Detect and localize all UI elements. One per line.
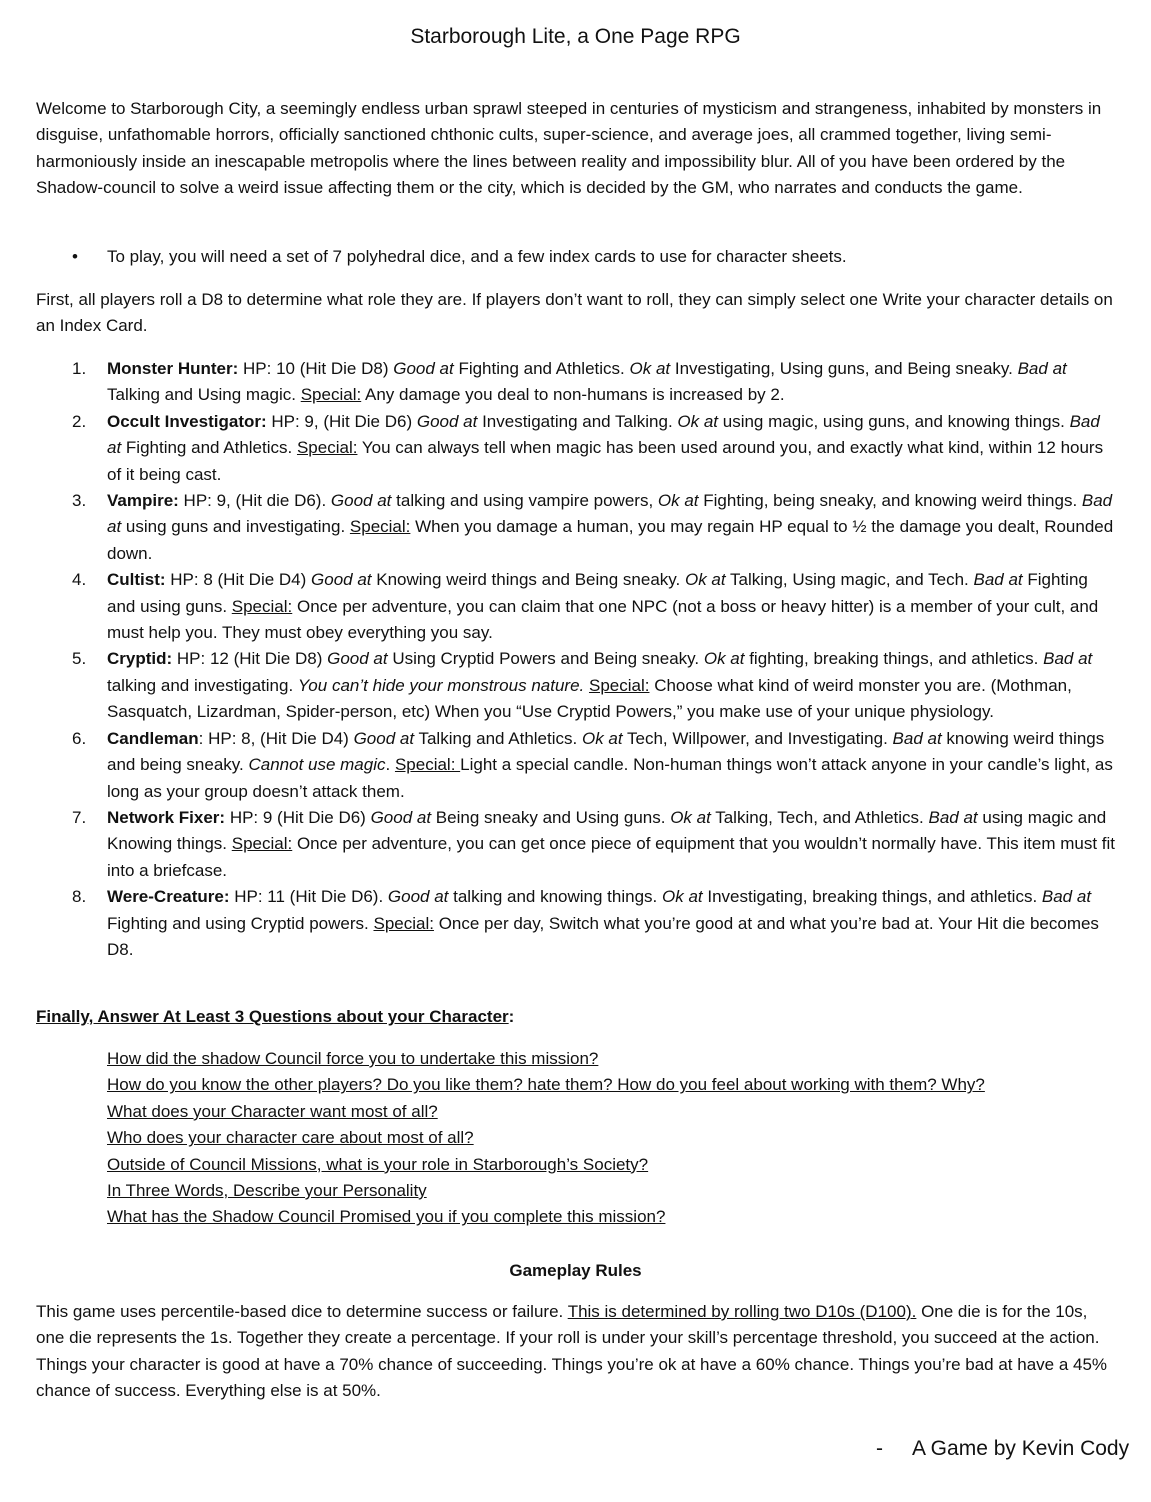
- byline-dash: -: [876, 1437, 883, 1460]
- role-good: Investigating and Talking.: [477, 411, 678, 431]
- role-name: Occult Investigator:: [107, 411, 267, 431]
- role-special-label: Special:: [296, 438, 358, 458]
- role-name: Network Fixer:: [107, 807, 226, 827]
- role-ok: Talking, Tech, and Athletics.: [710, 807, 929, 827]
- role-number: 6.: [72, 728, 87, 748]
- role-special: Any damage you deal to non-humans is increased by 2.: [361, 385, 785, 405]
- role-hp: HP: 9, (Hit Die D6): [266, 411, 417, 431]
- role-item: [36, 884, 1116, 963]
- byline: [876, 1434, 1129, 1464]
- role-good-label: Good at: [353, 728, 415, 748]
- role-special-label: Special:: [588, 675, 650, 695]
- role-item: [36, 646, 1116, 725]
- questions-list: [36, 1046, 1116, 1231]
- role-ok-label: Ok at: [684, 570, 726, 590]
- questions-heading-text: Finally, Answer At Least 3 Questions about your Character: [36, 1007, 509, 1026]
- role-number: 5.: [72, 649, 87, 669]
- roll-paragraph: First, all players roll a D8 to determine what role they are. If players don’t want to roll, they can simply select one Write your character details on an Index Card.: [36, 290, 1113, 336]
- roles-list-container: [36, 356, 1116, 963]
- role-good-label: Good at: [330, 491, 392, 511]
- role-ok-label: Ok at: [677, 411, 719, 431]
- roles-list: [36, 356, 1116, 963]
- role-good: talking and using vampire powers,: [391, 491, 658, 511]
- gameplay-text-underlined: This is determined by rolling two D10s (D100).: [567, 1302, 917, 1321]
- role-special: Light a special candle. Non-human things won’t attack anyone in your candle’s light, as long as your group doesn’t attack them.: [107, 755, 1113, 801]
- role-bad: Fighting and Athletics.: [121, 438, 297, 458]
- role-ok-label: Ok at: [670, 807, 711, 827]
- role-ok: fighting, breaking things, and athletics.: [744, 649, 1044, 669]
- role-good-label: Good at: [311, 570, 372, 590]
- role-number: 3.: [72, 491, 87, 511]
- role-hp: HP: 12 (Hit Die D8): [172, 649, 328, 669]
- role-bad: using magic and Knowing things.: [107, 807, 1107, 854]
- role-good-label: Good at: [393, 359, 454, 378]
- role-special: You can always tell when magic has been used around you, and exactly what kind, within 12 hours of it being cast.: [107, 438, 1104, 484]
- role-bad-label: Bad at: [107, 491, 1113, 537]
- role-good-label: Good at: [370, 807, 432, 827]
- role-bad-label: Bad at: [928, 807, 978, 827]
- role-name: Vampire:: [107, 491, 179, 511]
- role-good-label: Good at: [387, 887, 449, 907]
- question-item: Who does your character care about most of all?: [107, 1128, 474, 1148]
- role-bad: Fighting and using guns.: [107, 570, 1088, 616]
- question-item: In Three Words, Describe your Personality: [107, 1181, 427, 1201]
- role-special: When you damage a human, you may regain HP equal to ½ the damage you dealt, Rounded down.: [107, 517, 1114, 563]
- question-item: What does your Character want most of all?: [107, 1101, 438, 1121]
- role-bad-label: Bad at: [107, 411, 1100, 458]
- role-hp: HP: 10 (Hit Die D8): [238, 359, 394, 378]
- role-ok-label: Ok at: [581, 728, 623, 748]
- role-special: Once per day, Switch what you’re good at and what you’re bad at. Your Hit die becomes D8.: [107, 913, 1099, 959]
- role-bad-label: Bad at: [1041, 887, 1092, 907]
- role-ok-label: Ok at: [703, 649, 745, 669]
- role-special: Choose what kind of weird monster you are. (Mothman, Sasquatch, Lizardman, Spider-person, etc) When you “Use Cryptid Powers,” you make use of your unique physiology.: [107, 675, 1072, 722]
- role-good: Being sneaky and Using guns.: [431, 807, 671, 827]
- questions-container: [36, 1046, 1116, 1231]
- role-number: 1.: [72, 359, 87, 378]
- questions-heading: [36, 1004, 1116, 1030]
- role-special-label: Special:: [231, 596, 293, 616]
- role-good: Fighting and Athletics.: [453, 359, 630, 378]
- role-good-label: Good at: [327, 649, 388, 669]
- question-item: What has the Shadow Council Promised you if you complete this mission?: [107, 1207, 666, 1227]
- role-hp: HP: 8 (Hit Die D4): [165, 570, 312, 590]
- role-number: 7.: [72, 807, 87, 827]
- question-item: How do you know the other players? Do you like them? hate them? How do you feel about working with them? Why?: [107, 1075, 985, 1095]
- role-number: 4.: [72, 570, 87, 590]
- questions-heading-colon: :: [508, 1007, 515, 1026]
- role-special-label: Special:: [373, 913, 434, 933]
- role-good-label: Good at: [416, 411, 478, 431]
- role-bad-label: Bad at: [973, 570, 1023, 590]
- role-bad: Talking and Using magic.: [107, 385, 301, 405]
- question-item: Outside of Council Missions, what is your role in Starborough’s Society?: [107, 1154, 649, 1174]
- role-extra: You can’t hide your monstrous nature.: [297, 675, 585, 695]
- role-special: Once per adventure, you can claim that one NPC (not a boss or heavy hitter) is a member of your cult, and must help you. They must obey everything you say.: [107, 596, 1099, 643]
- byline-text: A Game by Kevin Cody: [912, 1437, 1130, 1460]
- role-special-label: Special:: [300, 385, 362, 405]
- role-bad: using guns and investigating.: [121, 517, 350, 537]
- role-ok-label: Ok at: [629, 359, 671, 378]
- role-ok: Investigating, breaking things, and athletics.: [702, 887, 1042, 907]
- role-ok: using magic, using guns, and knowing things.: [718, 411, 1070, 431]
- bullet-text: To play, you will need a set of 7 polyhedral dice, and a few index cards to use for character sheets.: [107, 247, 847, 266]
- role-good: Talking and Athletics.: [414, 728, 582, 748]
- intro-paragraph: Welcome to Starborough City, a seemingly endless urban sprawl steeped in centuries of mysticism and strangeness, inhabited by monsters in disguise, unfathomable horrors, officially sanctioned chthonic cults, super-science, and average joes, all crammed together, living semi-harmoniously inside an inescapable metropolis where the lines between reality and impossibility blur. All of you have been ordered by the Shadow-council to solve a weird issue affecting them or the city, which is decided by the GM, who narrates and conducts the game.: [36, 99, 1102, 198]
- role-ok-label: Ok at: [657, 491, 699, 511]
- role-extra-space: .: [385, 755, 395, 775]
- role-bad-label: Bad at: [1043, 649, 1093, 669]
- role-number: 8.: [72, 887, 87, 907]
- gameplay-paragraph: [36, 1299, 1116, 1405]
- role-ok: Talking, Using magic, and Tech.: [725, 570, 974, 590]
- role-name: Cultist:: [107, 570, 166, 590]
- role-item: [36, 488, 1116, 567]
- page-title: Starborough Lite, a One Page RPG: [410, 25, 741, 48]
- role-bad: Fighting and using Cryptid powers.: [107, 913, 374, 933]
- role-number: 2.: [72, 411, 87, 431]
- role-item: [36, 726, 1116, 805]
- role-good: talking and knowing things.: [448, 887, 662, 907]
- role-bad: talking and investigating.: [107, 675, 298, 695]
- role-hp: HP: 9 (Hit Die D6): [225, 807, 371, 827]
- role-special-label: Special:: [394, 755, 461, 775]
- role-hp: HP: 11 (Hit Die D6).: [229, 887, 388, 907]
- role-special-label: Special:: [231, 834, 293, 854]
- role-name: Candleman: [107, 728, 199, 748]
- role-bad-label: Bad at: [892, 728, 942, 748]
- gameplay-text-post: One die is for the 10s, one die represents the 1s. Together they create a percentage. If your roll is under your skill’s percentage threshold, you succeed at the action. Things your character is good at have a 70% chance of succeeding. Things you’re ok at have a 60% chance. Things you’re bad at have a 45% chance of success. Everything else is at 50%.: [36, 1302, 1108, 1401]
- role-good: Knowing weird things and Being sneaky.: [371, 570, 685, 590]
- role-name: Were-Creature:: [107, 887, 230, 907]
- role-good: Using Cryptid Powers and Being sneaky.: [387, 649, 704, 669]
- role-ok: Investigating, Using guns, and Being sneaky.: [670, 359, 1018, 378]
- role-bad: knowing weird things and being sneaky.: [107, 728, 1105, 775]
- gameplay-title: Gameplay Rules: [509, 1261, 642, 1280]
- role-name: Monster Hunter:: [107, 359, 239, 378]
- role-extra: Cannot use magic: [248, 755, 386, 775]
- dice-bullet: [36, 244, 1116, 270]
- question-item: How did the shadow Council force you to undertake this mission?: [107, 1049, 599, 1068]
- role-item: [36, 356, 1116, 409]
- role-special-label: Special:: [349, 517, 411, 537]
- role-name: Cryptid:: [107, 649, 173, 669]
- role-hp: : HP: 8, (Hit Die D4): [198, 728, 354, 748]
- gameplay-text-pre: This game uses percentile-based dice to determine success or failure.: [36, 1302, 568, 1321]
- role-item: [36, 409, 1116, 488]
- role-item: [36, 805, 1116, 884]
- bullet-dot-icon: •: [72, 247, 78, 266]
- role-hp: HP: 9, (Hit die D6).: [178, 491, 331, 511]
- role-item: [36, 567, 1116, 646]
- role-ok: Tech, Willpower, and Investigating.: [622, 728, 893, 748]
- role-ok-label: Ok at: [662, 887, 703, 907]
- role-ok: Fighting, being sneaky, and knowing weird things.: [698, 491, 1082, 511]
- role-bad-label: Bad at: [1017, 359, 1067, 378]
- role-special: Once per adventure, you can get once piece of equipment that you wouldn’t normally have. This item must fit into a briefcase.: [107, 834, 1115, 880]
